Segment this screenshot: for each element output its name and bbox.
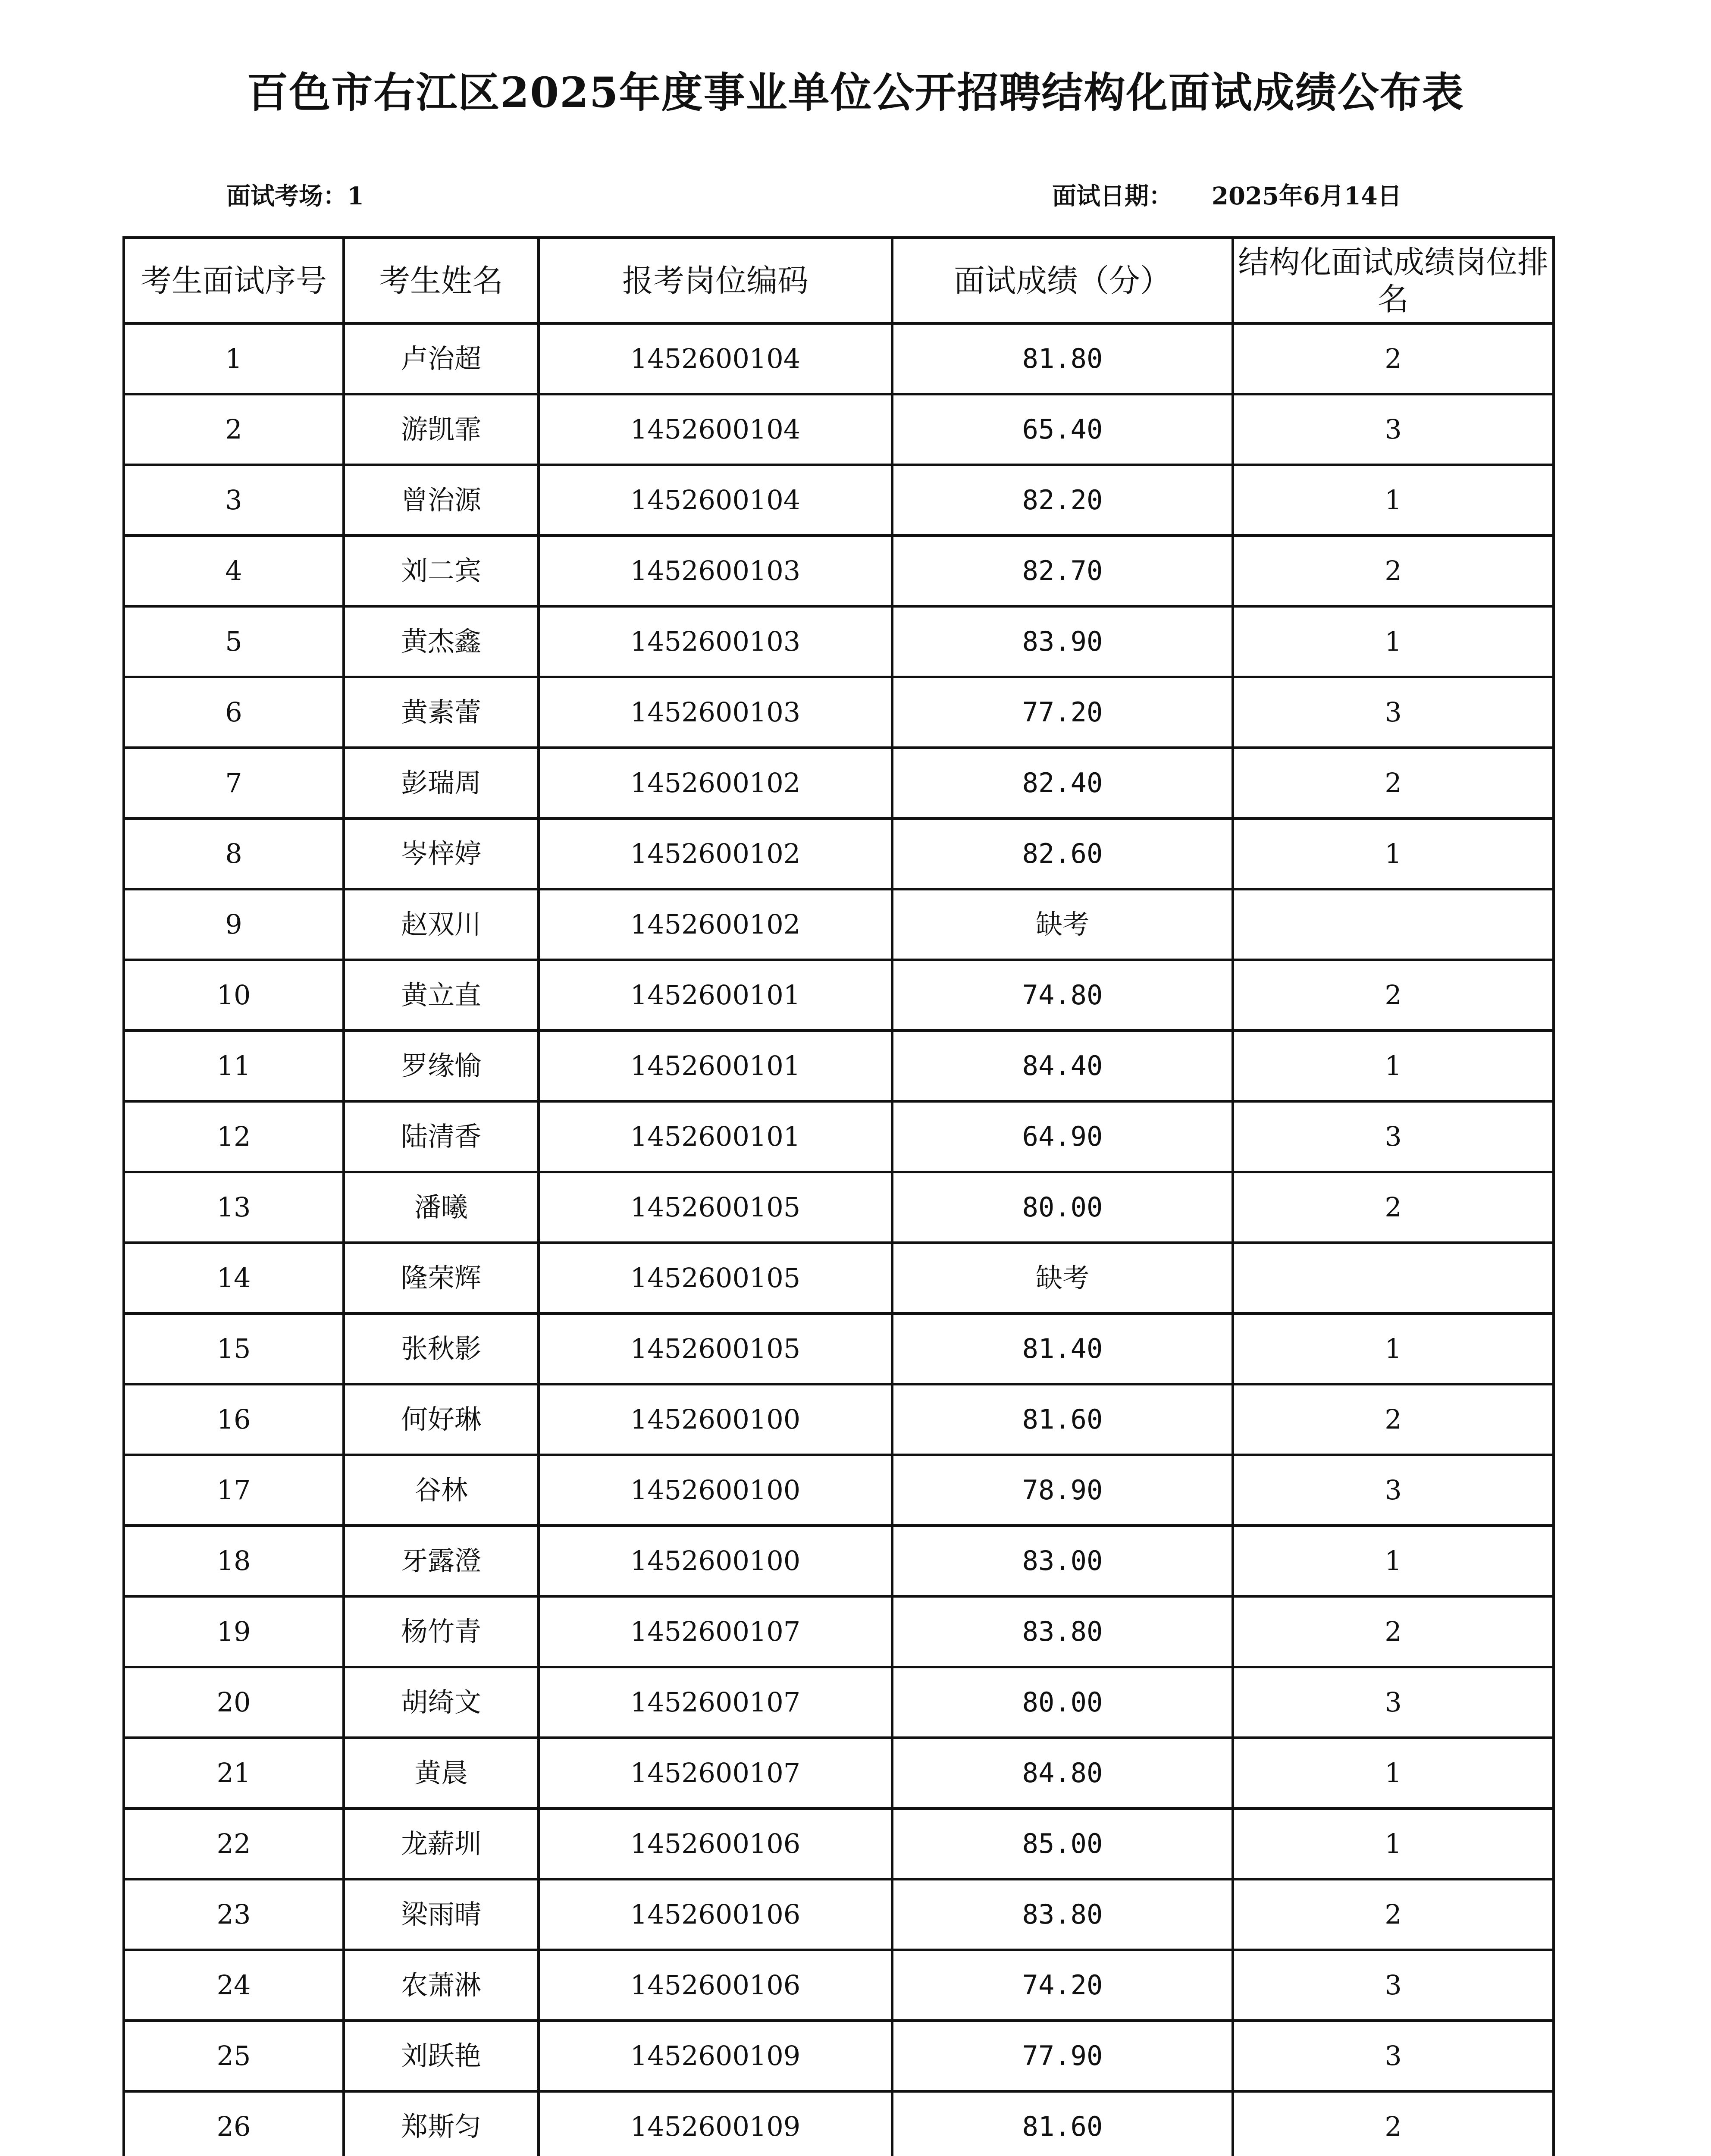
- cell-position-code: 1452600103: [539, 606, 892, 677]
- cell-score: 85.00: [892, 1808, 1233, 1879]
- cell-score: 83.80: [892, 1596, 1233, 1667]
- table-row: [124, 818, 1554, 889]
- cell-position-code: 1452600107: [539, 1738, 892, 1808]
- table-row: [124, 1667, 1554, 1738]
- cell-rank: 3: [1233, 1101, 1554, 1172]
- cell-name: 龙薪圳: [344, 1808, 539, 1879]
- table-row: [124, 1172, 1554, 1243]
- cell-name: 梁雨晴: [344, 1879, 539, 1950]
- table-row: [124, 1384, 1554, 1455]
- cell-name: 游凯霏: [344, 394, 539, 465]
- cell-rank: 2: [1233, 960, 1554, 1031]
- cell-rank: 1: [1233, 1526, 1554, 1596]
- cell-seq: 4: [124, 536, 344, 606]
- table-header-row: [124, 238, 1554, 323]
- table-row: [124, 1101, 1554, 1172]
- table-row: [124, 465, 1554, 536]
- cell-position-code: 1452600103: [539, 677, 892, 748]
- cell-name: 农萧淋: [344, 1950, 539, 2021]
- cell-position-code: 1452600109: [539, 2091, 892, 2156]
- header-score: 面试成绩（分）: [892, 238, 1233, 323]
- cell-score: 80.00: [892, 1172, 1233, 1243]
- cell-score: 81.60: [892, 1384, 1233, 1455]
- cell-position-code: 1452600105: [539, 1243, 892, 1313]
- cell-seq: 20: [124, 1667, 344, 1738]
- cell-position-code: 1452600104: [539, 323, 892, 394]
- cell-rank: 1: [1233, 1313, 1554, 1384]
- cell-score: 77.20: [892, 677, 1233, 748]
- cell-name: 刘二宾: [344, 536, 539, 606]
- cell-name: 陆清香: [344, 1101, 539, 1172]
- cell-score: 82.70: [892, 536, 1233, 606]
- cell-seq: 1: [124, 323, 344, 394]
- cell-position-code: 1452600107: [539, 1667, 892, 1738]
- cell-name: 黄杰鑫: [344, 606, 539, 677]
- cell-score: 80.00: [892, 1667, 1233, 1738]
- cell-rank: [1233, 1243, 1554, 1313]
- cell-seq: 24: [124, 1950, 344, 2021]
- cell-seq: 8: [124, 818, 344, 889]
- cell-rank: 2: [1233, 323, 1554, 394]
- table-row: [124, 1526, 1554, 1596]
- cell-position-code: 1452600107: [539, 1596, 892, 1667]
- cell-seq: 15: [124, 1313, 344, 1384]
- header-name: 考生姓名: [344, 238, 539, 323]
- cell-rank: 1: [1233, 465, 1554, 536]
- header-seq: 考生面试序号: [124, 238, 344, 323]
- cell-seq: 23: [124, 1879, 344, 1950]
- cell-score: 83.90: [892, 606, 1233, 677]
- interview-venue-value: 1: [347, 182, 364, 210]
- cell-rank: 2: [1233, 1384, 1554, 1455]
- cell-score: 78.90: [892, 1455, 1233, 1526]
- cell-score: 81.40: [892, 1313, 1233, 1384]
- cell-seq: 17: [124, 1455, 344, 1526]
- cell-name: 曾治源: [344, 465, 539, 536]
- cell-position-code: 1452600102: [539, 818, 892, 889]
- cell-rank: 3: [1233, 677, 1554, 748]
- cell-position-code: 1452600101: [539, 960, 892, 1031]
- cell-rank: 1: [1233, 1738, 1554, 1808]
- interview-date-label: 面试日期：: [1052, 182, 1173, 210]
- cell-name: 刘跃艳: [344, 2021, 539, 2091]
- table-row: [124, 960, 1554, 1031]
- cell-score: 81.80: [892, 323, 1233, 394]
- cell-score: 77.90: [892, 2021, 1233, 2091]
- page-title: 百色市右江区2025年度事业单位公开招聘结构化面试成绩公布表: [247, 68, 1464, 117]
- cell-position-code: 1452600102: [539, 889, 892, 960]
- table-row: [124, 1455, 1554, 1526]
- cell-position-code: 1452600106: [539, 1950, 892, 2021]
- table-row: [124, 1596, 1554, 1667]
- table-row: [124, 1313, 1554, 1384]
- table-row: [124, 1031, 1554, 1101]
- cell-rank: 3: [1233, 1667, 1554, 1738]
- cell-rank: 2: [1233, 1172, 1554, 1243]
- cell-name: 牙露澄: [344, 1526, 539, 1596]
- cell-name: 郑斯匀: [344, 2091, 539, 2156]
- cell-score: 74.20: [892, 1950, 1233, 2021]
- cell-position-code: 1452600106: [539, 1879, 892, 1950]
- cell-name: 谷林: [344, 1455, 539, 1526]
- cell-score: 缺考: [892, 889, 1233, 960]
- cell-rank: 2: [1233, 1596, 1554, 1667]
- cell-position-code: 1452600101: [539, 1101, 892, 1172]
- cell-score: 81.60: [892, 2091, 1233, 2156]
- cell-score: 82.60: [892, 818, 1233, 889]
- cell-rank: [1233, 889, 1554, 960]
- header-rank: 结构化面试成绩岗位排名: [1233, 238, 1554, 323]
- cell-position-code: 1452600101: [539, 1031, 892, 1101]
- table-row: [124, 677, 1554, 748]
- cell-rank: 3: [1233, 2021, 1554, 2091]
- table-row: [124, 2021, 1554, 2091]
- table-row: [124, 1243, 1554, 1313]
- cell-position-code: 1452600106: [539, 1808, 892, 1879]
- cell-name: 隆荣辉: [344, 1243, 539, 1313]
- interview-venue: [226, 179, 364, 213]
- table-row: [124, 536, 1554, 606]
- cell-position-code: 1452600105: [539, 1172, 892, 1243]
- cell-position-code: 1452600100: [539, 1526, 892, 1596]
- cell-name: 何好琳: [344, 1384, 539, 1455]
- cell-score: 82.40: [892, 748, 1233, 818]
- cell-rank: 1: [1233, 818, 1554, 889]
- table-row: [124, 1808, 1554, 1879]
- cell-rank: 3: [1233, 1455, 1554, 1526]
- table-row: [124, 394, 1554, 465]
- cell-rank: 2: [1233, 536, 1554, 606]
- cell-seq: 13: [124, 1172, 344, 1243]
- cell-position-code: 1452600109: [539, 2021, 892, 2091]
- table-row: [124, 1879, 1554, 1950]
- cell-position-code: 1452600100: [539, 1384, 892, 1455]
- cell-seq: 25: [124, 2021, 344, 2091]
- cell-score: 缺考: [892, 1243, 1233, 1313]
- table-row: [124, 1738, 1554, 1808]
- cell-seq: 6: [124, 677, 344, 748]
- cell-seq: 22: [124, 1808, 344, 1879]
- interview-date: [1052, 179, 1402, 213]
- cell-position-code: 1452600103: [539, 536, 892, 606]
- cell-score: 83.80: [892, 1879, 1233, 1950]
- score-table: [122, 236, 1555, 2156]
- header-position-code: 报考岗位编码: [539, 238, 892, 323]
- cell-name: 彭瑞周: [344, 748, 539, 818]
- cell-name: 杨竹青: [344, 1596, 539, 1667]
- cell-rank: 2: [1233, 2091, 1554, 2156]
- cell-name: 黄晨: [344, 1738, 539, 1808]
- cell-name: 罗缘愉: [344, 1031, 539, 1101]
- cell-seq: 7: [124, 748, 344, 818]
- cell-seq: 16: [124, 1384, 344, 1455]
- table-row: [124, 2091, 1554, 2156]
- cell-rank: 1: [1233, 1031, 1554, 1101]
- cell-position-code: 1452600104: [539, 465, 892, 536]
- cell-seq: 11: [124, 1031, 344, 1101]
- cell-seq: 2: [124, 394, 344, 465]
- cell-score: 74.80: [892, 960, 1233, 1031]
- cell-name: 赵双川: [344, 889, 539, 960]
- cell-name: 胡绮文: [344, 1667, 539, 1738]
- cell-score: 64.90: [892, 1101, 1233, 1172]
- table-body: [124, 323, 1554, 2156]
- cell-seq: 12: [124, 1101, 344, 1172]
- cell-name: 张秋影: [344, 1313, 539, 1384]
- cell-position-code: 1452600105: [539, 1313, 892, 1384]
- table-row: [124, 1950, 1554, 2021]
- cell-position-code: 1452600102: [539, 748, 892, 818]
- cell-name: 潘曦: [344, 1172, 539, 1243]
- cell-name: 黄素蕾: [344, 677, 539, 748]
- cell-seq: 14: [124, 1243, 344, 1313]
- interview-venue-label: 面试考场：: [226, 182, 347, 210]
- cell-seq: 5: [124, 606, 344, 677]
- table-row: [124, 323, 1554, 394]
- cell-score: 83.00: [892, 1526, 1233, 1596]
- cell-position-code: 1452600100: [539, 1455, 892, 1526]
- cell-rank: 2: [1233, 1879, 1554, 1950]
- cell-name: 岑梓婷: [344, 818, 539, 889]
- cell-seq: 18: [124, 1526, 344, 1596]
- cell-rank: 1: [1233, 1808, 1554, 1879]
- cell-score: 82.20: [892, 465, 1233, 536]
- cell-score: 84.80: [892, 1738, 1233, 1808]
- cell-rank: 3: [1233, 394, 1554, 465]
- cell-seq: 10: [124, 960, 344, 1031]
- cell-seq: 19: [124, 1596, 344, 1667]
- cell-rank: 3: [1233, 1950, 1554, 2021]
- table-row: [124, 748, 1554, 818]
- interview-date-value: 2025年6月14日: [1212, 182, 1402, 210]
- table-row: [124, 889, 1554, 960]
- cell-name: 黄立直: [344, 960, 539, 1031]
- cell-score: 65.40: [892, 394, 1233, 465]
- cell-seq: 9: [124, 889, 344, 960]
- cell-seq: 3: [124, 465, 344, 536]
- cell-rank: 1: [1233, 606, 1554, 677]
- cell-seq: 21: [124, 1738, 344, 1808]
- cell-rank: 2: [1233, 748, 1554, 818]
- cell-seq: 26: [124, 2091, 344, 2156]
- cell-name: 卢治超: [344, 323, 539, 394]
- cell-position-code: 1452600104: [539, 394, 892, 465]
- cell-score: 84.40: [892, 1031, 1233, 1101]
- table-row: [124, 606, 1554, 677]
